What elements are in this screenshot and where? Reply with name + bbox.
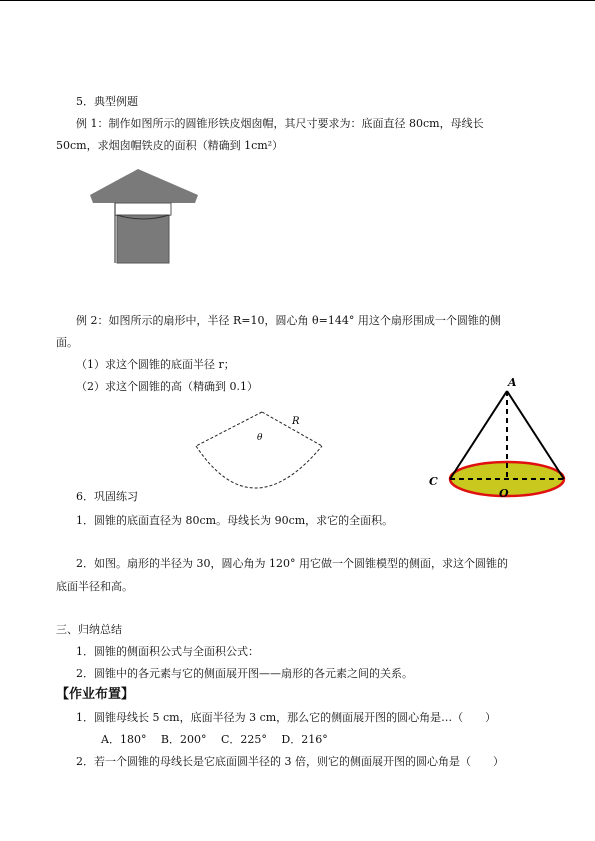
section-6-title: 6．巩固练习 <box>76 490 138 503</box>
homework-title: 【作业布置】 <box>56 687 135 702</box>
sector-radius-left <box>196 412 262 446</box>
homework-question-1-options: A．180° B．200° C．225° D．216° <box>101 733 328 746</box>
sector-label-theta: θ <box>257 433 263 443</box>
homework-question-2: 2．若一个圆锥的母线长是它底面圆半径的 3 倍，则它的侧面展开图的圆心角是（ ） <box>76 755 504 768</box>
sector-arc <box>196 446 322 488</box>
cap-cone <box>90 169 198 203</box>
sector-label-r: R <box>292 416 300 427</box>
summary-title: 三、归纳总结 <box>56 623 122 636</box>
example-2-line-1: 例 2：如图所示的扇形中，半径 R=10，圆心角 θ=144° 用这个扇形围成一个圆锥的侧 <box>76 314 501 327</box>
summary-item-2: 2．圆锥中的各元素与它的侧面展开图——扇形的各元素之间的关系。 <box>76 667 413 680</box>
homework-question-1: 1．圆锥母线长 5 cm，底面半径为 3 cm，那么它的侧面展开图的圆心角是…（ ） <box>76 711 497 724</box>
practice-2-line-1: 2．如图。扇形的半径为 30，圆心角为 120° 用它做一个圆锥模型的侧面，求这个圆锥的 <box>76 557 508 570</box>
cone-label-o: O <box>499 487 509 500</box>
cone-figure <box>425 375 585 505</box>
chimney-cap-figure <box>85 165 205 290</box>
section-5-title: 5．典型例题 <box>76 95 138 108</box>
summary-item-1: 1．圆锥的侧面积公式与全面积公式： <box>76 645 259 658</box>
example-2-question-2: （2）求这个圆锥的高（精确到 0.1） <box>76 380 258 393</box>
example-1-line-2: 50cm，求烟囱帽铁皮的面积（精确到 1cm²） <box>56 139 284 152</box>
practice-2-line-2: 底面半径和高。 <box>56 580 133 593</box>
practice-1: 1．圆锥的底面直径为 80cm。母线长为 90cm，求它的全面积。 <box>76 514 394 527</box>
example-2-question-1: （1）求这个圆锥的底面半径 r； <box>76 358 235 371</box>
sector-figure <box>190 410 370 500</box>
example-1-line-1: 例 1：制作如图所示的圆锥形铁皮烟囱帽，其尺寸要求为：底面直径 80cm，母线长 <box>76 117 484 130</box>
cap-pipe <box>117 215 169 263</box>
example-2-line-2: 面。 <box>56 336 78 349</box>
cone-label-a: A <box>508 376 517 389</box>
top-border <box>0 0 595 1</box>
cone-label-c: C <box>429 475 438 488</box>
